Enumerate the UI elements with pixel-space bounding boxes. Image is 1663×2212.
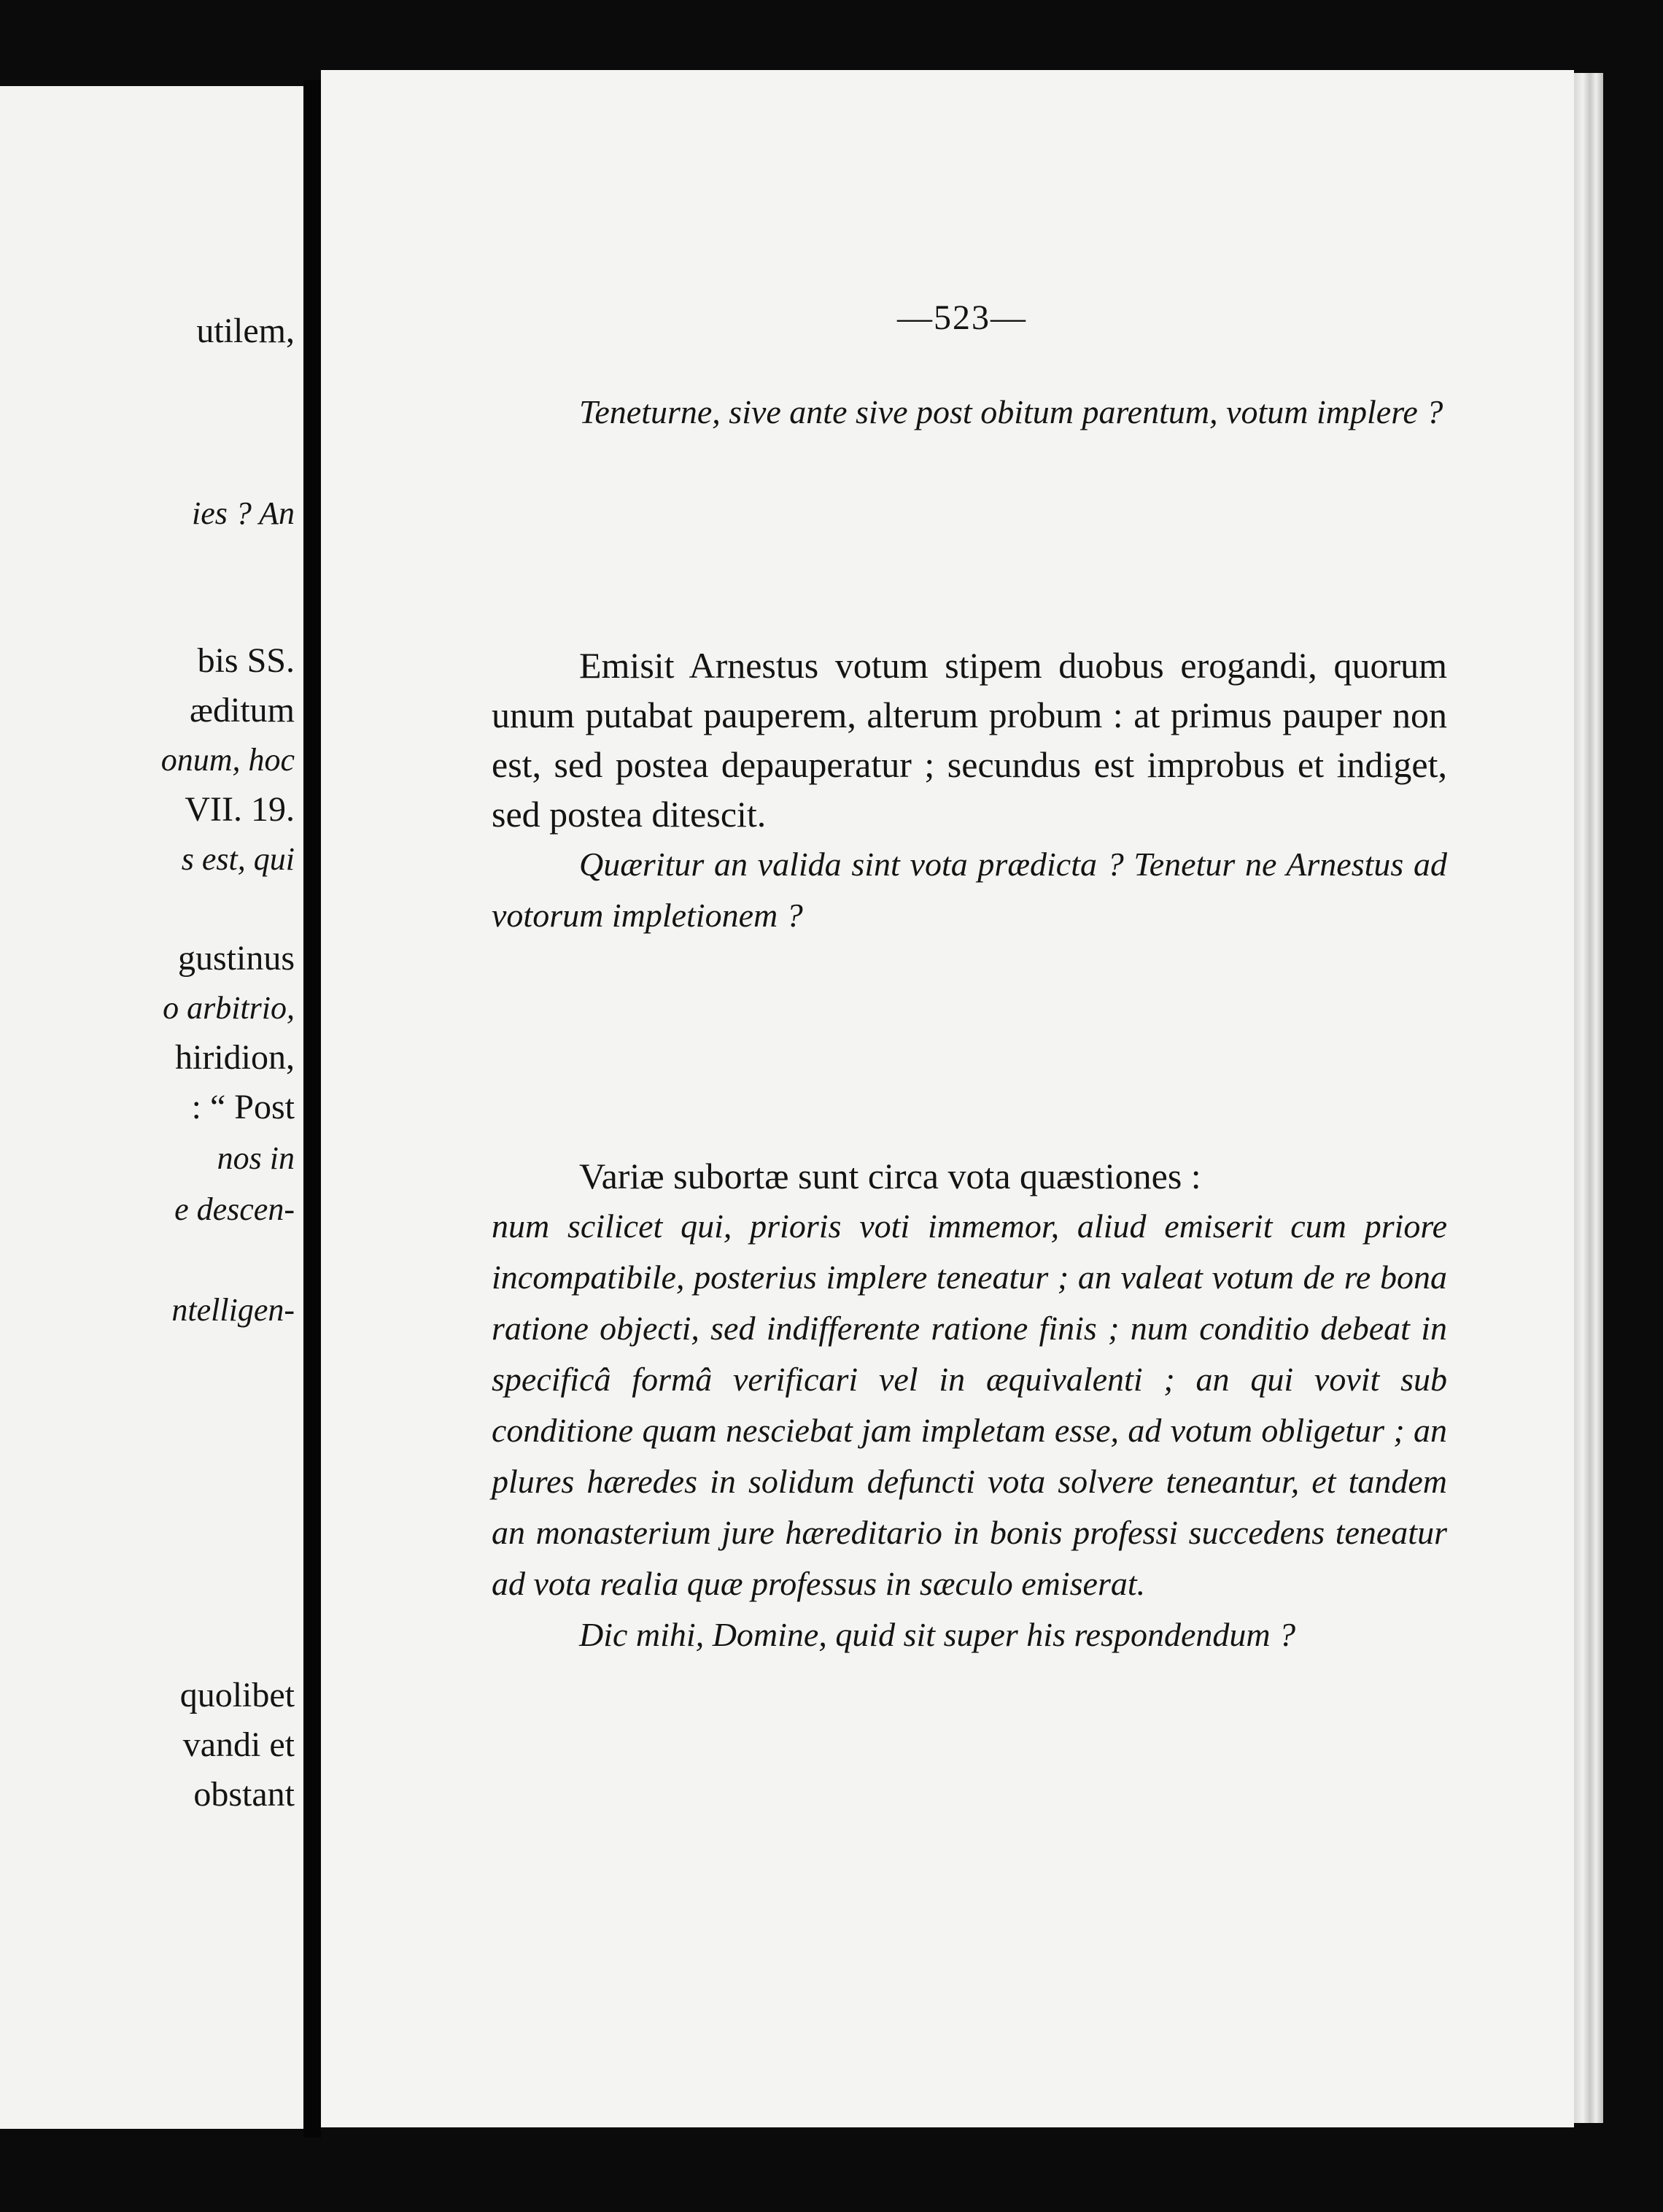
left-line: s est, qui [181, 841, 295, 877]
page-edge-stack [1574, 73, 1603, 2123]
left-line: o arbitrio, [163, 990, 295, 1026]
question-block-1 [492, 387, 1447, 438]
left-line: æditum [189, 691, 295, 730]
paragraph: Teneturne, sive ante sive post obitum parentum, votum implere ? [579, 393, 1443, 430]
left-line: hiridion, [175, 1038, 295, 1077]
paragraph: Dic mihi, Domine, quid sit super his respondendum ? [579, 1616, 1296, 1653]
book-gutter [303, 80, 321, 2138]
left-line: bis SS. [197, 641, 295, 680]
case-block-3 [492, 1151, 1447, 1660]
left-line: gustinus [177, 939, 295, 978]
left-line: onum, hoc [160, 742, 295, 778]
left-line: nos in [217, 1140, 295, 1176]
paragraph: Emisit Arnestus votum stipem duobus erogandi, quorum unum putabat pauperem, alterum probum : at primus pauper non est, sed postea depauperatur ; secundus est improbus et indiget, sed postea ditescit. [492, 645, 1447, 835]
left-line: ntelligen- [171, 1292, 295, 1328]
left-line: VII. 19. [185, 790, 295, 829]
left-line: vandi et [182, 1725, 295, 1764]
page-number: —523— [897, 298, 1027, 337]
left-line: : “ Post [191, 1088, 295, 1126]
left-page [0, 86, 303, 2129]
left-line: e descen- [174, 1191, 295, 1227]
left-line: utilem, [196, 312, 295, 350]
paragraph: Variæ subortæ sunt circa vota quæstiones : [579, 1156, 1201, 1196]
paragraph: num scilicet qui, prioris voti immemor, aliud emiserit cum priore incompatibile, posterius implere teneatur ; an valeat votum de re bona ratione objecti, sed indifferente ratione finis ; num conditio debeat in specificâ formâ verificari vel in æquivalenti ; an qui vovit sub conditione quam nesciebat jam impletam esse, ad votum obligetur ; an plures hæredes in solidum defuncti vota solvere teneantur, et tandem an monasterium jure hæreditario in bonis professi succedens teneatur ad vota realia quæ professus in sæculo emiserat. [492, 1207, 1447, 1602]
case-block-2 [492, 641, 1447, 941]
right-page [321, 70, 1574, 2127]
left-line: quolibet [179, 1676, 295, 1714]
paragraph: Quæritur an valida sint vota prædicta ? Tenetur ne Arnestus ad votorum impletionem ? [492, 846, 1447, 934]
left-line: ies ? An [192, 495, 295, 531]
left-line: obstant [193, 1775, 295, 1814]
